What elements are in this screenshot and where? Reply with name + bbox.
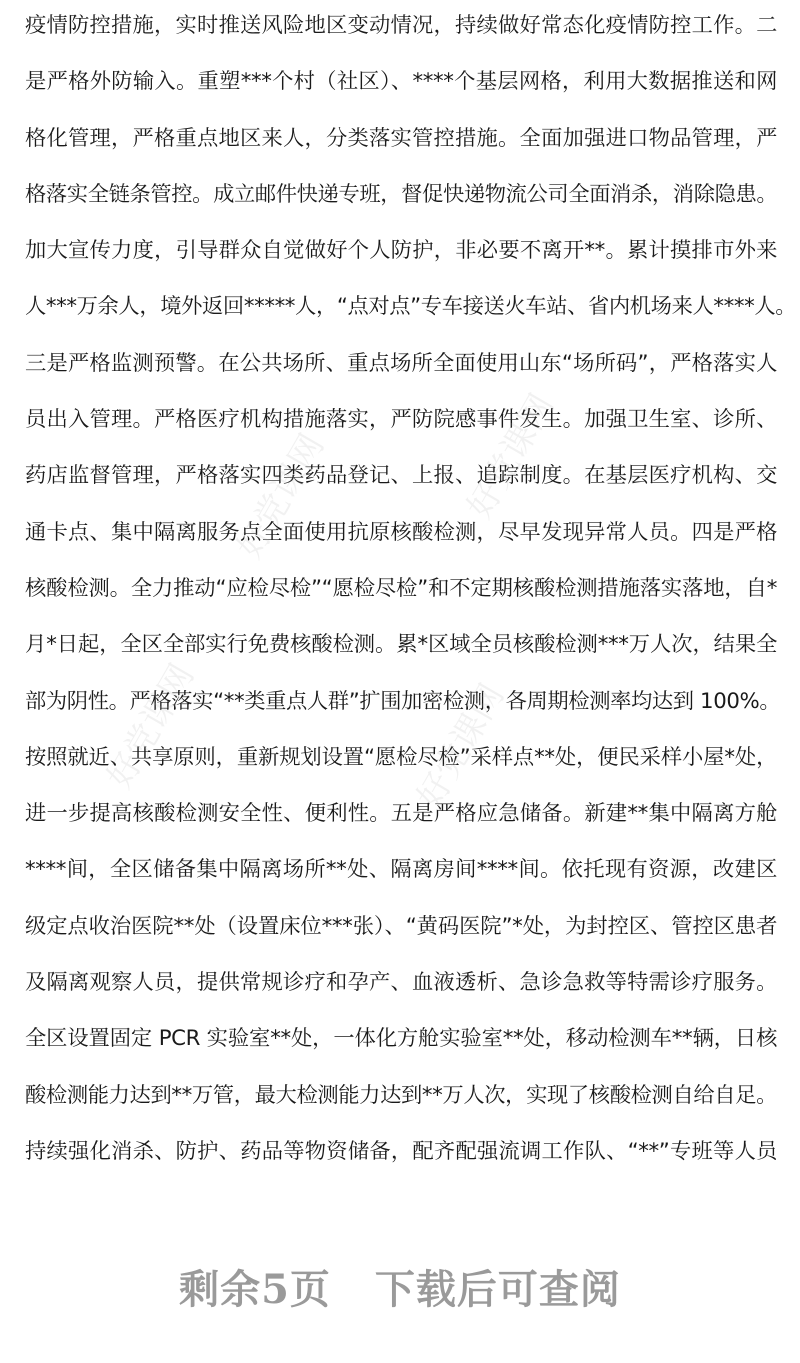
text-line: 疫情防控措施，实时推送风险地区变动情况，持续做好常态化疫情防控工作。二: [25, 13, 777, 38]
text-line: 级定点收治医院**处（设置床位***张）、“黄码医院”*处，为封控区、管控区患者: [25, 913, 777, 939]
text-line: 加大宣传力度，引导群众自觉做好个人防护，非必要不离开**。累计摸排市外来: [25, 238, 777, 264]
text-line: 格化管理，严格重点地区来人，分类落实管控措施。全面加强进口物品管理，严: [25, 125, 777, 151]
text-line: 部为阴性。严格落实“**类重点人群”扩围加密检测，各周期检测率均达到 100%。: [25, 688, 781, 714]
watermark: 好党课网: [459, 387, 563, 526]
text-line: 持续强化消杀、防护、药品等物资储备，配齐配强流调工作队、“**”专班等人员: [25, 1138, 777, 1164]
text-line: 核酸检测。全力推动“应检尽检”“愿检尽检”和不定期核酸检测措施落实落地，自*: [25, 575, 777, 601]
text-line: 药店监督管理，严格落实四类药品登记、上报、追踪制度。在基层医疗机构、交: [25, 463, 777, 489]
text-line: 按照就近、共享原则，重新规划设置“愿检尽检”采样点**处，便民采样小屋*处，: [25, 744, 777, 770]
text-line: 人***万余人，境外返回*****人，“点对点”专车接送火车站、省内机场来人****人。: [25, 294, 797, 320]
text-line: 员出入管理。严格医疗机构措施落实，严防院感事件发生。加强卫生室、诊所、: [25, 407, 777, 433]
text-line: 酸检测能力达到**万管，最大检测能力达到**万人次，实现了核酸检测自给自足。: [25, 1082, 777, 1108]
text-line: 进一步提高核酸检测安全性、便利性。五是严格应急储备。新建**集中隔离方舱: [25, 801, 777, 827]
text-line: 及隔离观察人员，提供常规诊疗和孕产、血液透析、急诊急救等特需诊疗服务。: [25, 970, 777, 996]
watermark: 好党课网: [229, 427, 333, 566]
download-prompt[interactable]: [0, 1258, 800, 1315]
watermark: 好党课网: [99, 657, 203, 796]
watermark: 好党课网: [409, 677, 513, 816]
text-line: 是严格外防输入。重塑***个村（社区）、****个基层网格，利用大数据推送和网: [25, 69, 777, 95]
text-line: 月*日起，全区全部实行免费核酸检测。累*区域全员核酸检测***万人次，结果全: [25, 632, 777, 658]
text-line: ****间，全区储备集中隔离场所**处、隔离房间****间。依托现有资源，改建区: [25, 857, 777, 883]
text-line: 三是严格监测预警。在公共场所、重点场所全面使用山东“场所码”，严格落实人: [25, 350, 777, 376]
text-line: 通卡点、集中隔离服务点全面使用抗原核酸检测，尽早发现异常人员。四是严格: [25, 519, 777, 545]
document-body: [25, 8, 797, 1190]
text-line: 全区设置固定 PCR 实验室**处，一体化方舱实验室**处，移动检测车**辆，日核: [25, 1026, 777, 1052]
text-line: 格落实全链条管控。成立邮件快递专班，督促快递物流公司全面消杀，消除隐患。: [25, 181, 778, 207]
download-to-view-label[interactable]: 下载后可查阅: [374, 1266, 621, 1313]
remaining-pages-label: 剩余5页: [179, 1266, 331, 1313]
